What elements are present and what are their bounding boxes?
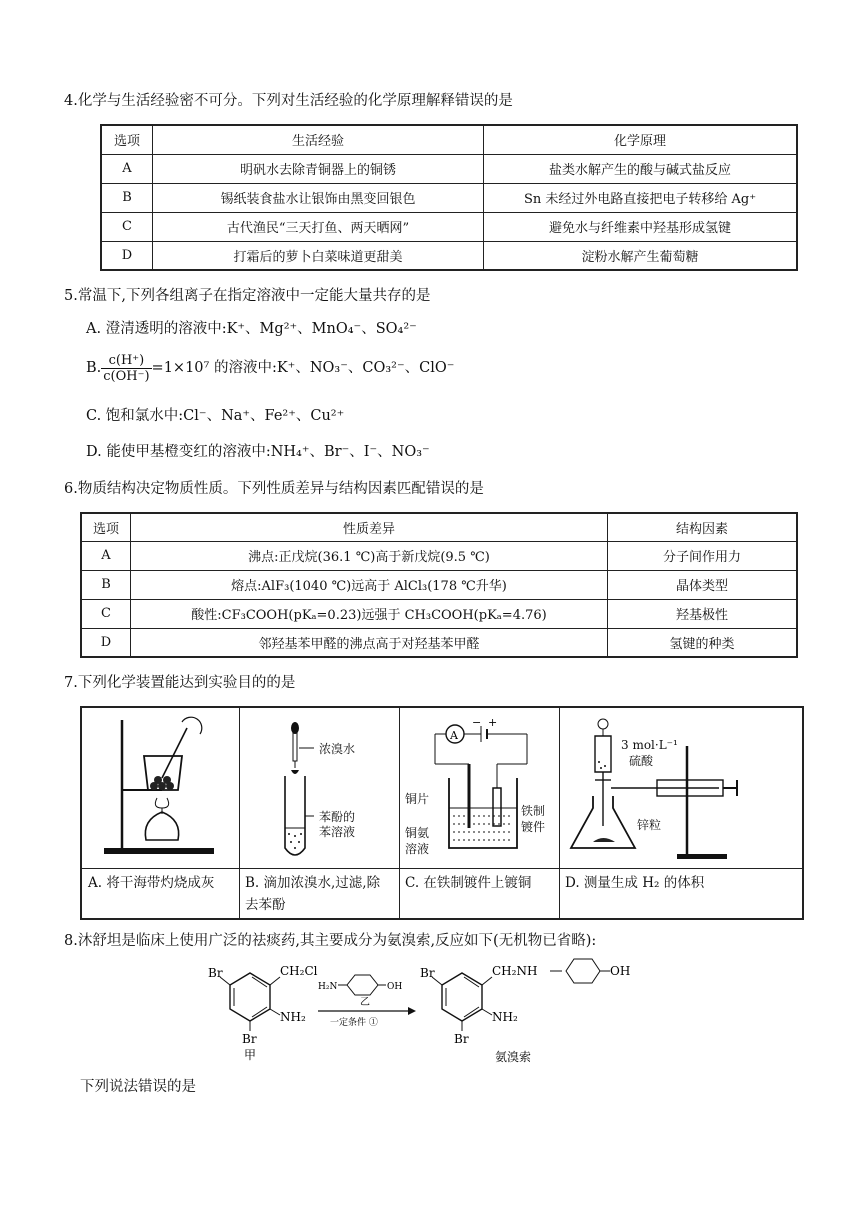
reactant-ch2cl: CH₂Cl (280, 964, 318, 978)
q5-option-b-prefix: B. (86, 360, 102, 376)
zinc-granules-label: 锌粒 (637, 818, 662, 832)
apparatus-d-caption: D. 测量生成 H₂ 的体积 (559, 868, 802, 918)
product-cyclohexane-ring (566, 959, 600, 983)
gas-volume-apparatus-icon (559, 708, 802, 868)
reagent-label: 乙 (360, 997, 370, 1008)
q7-stem: 7.下列化学装置能达到实验目的的是 (64, 675, 296, 691)
reagent-nh2: H₂N (318, 982, 338, 992)
q6-cell: 氢键的种类 (608, 628, 798, 657)
q6-cell: C (81, 599, 131, 628)
q4-cell: 古代渔民“三天打鱼、两天晒网” (153, 212, 484, 241)
fraction-denominator: c(OH⁻) (103, 368, 150, 384)
bromine-water-label: 浓溴水 (319, 742, 356, 756)
reactant-br-bottom: Br (242, 1032, 257, 1046)
q6-table (80, 512, 798, 658)
reaction-condition: 一定条件 ① (330, 1018, 378, 1028)
product-br-bottom: Br (454, 1032, 469, 1046)
ashing-apparatus-icon (82, 708, 239, 868)
copper-plate-label: 铜片 (405, 792, 430, 806)
q4-cell: C (101, 212, 153, 241)
q5-option-b (86, 352, 454, 384)
copper-ammonia-label-2: 溶液 (405, 842, 430, 856)
table-row (81, 541, 797, 570)
q4-cell: 盐类水解产生的酸与碱式盐反应 (484, 154, 798, 183)
q5-stem: 5.常温下,下列各组离子在指定溶液中一定能大量共存的是 (64, 288, 431, 304)
q4-cell: A (101, 154, 153, 183)
q6-cell: 酸性:CF₃COOH(pKₐ=0.23)远强于 CH₃COOH(pKₐ=4.76) (131, 599, 608, 628)
product-ch2nh: CH₂NH (492, 964, 538, 978)
q8-stem: 8.沐舒坦是临床上使用广泛的祛痰药,其主要成分为氨溴索,反应如下(无机物已省略): (64, 933, 597, 949)
q6-cell: 沸点:正戊烷(36.1 ℃)高于新戊烷(9.5 ℃) (131, 541, 608, 570)
svg-text:+: + (488, 716, 498, 729)
reagent-cyclohexane-ring (347, 975, 378, 995)
phenol-solution-label-1: 苯酚的 (319, 810, 356, 824)
q6-cell: B (81, 570, 131, 599)
product-label: 氨溴索 (495, 1050, 532, 1064)
q6-header-property: 性质差异 (131, 513, 608, 541)
product-br-top: Br (420, 966, 435, 980)
q5-option-c: C. 饱和氯水中:Cl⁻、Na⁺、Fe²⁺、Cu²⁺ (86, 408, 345, 424)
q4-header-principle: 化学原理 (484, 125, 798, 154)
q6-cell: D (81, 628, 131, 657)
reactant-br-top: Br (208, 966, 223, 980)
reagent-oh: OH (387, 982, 403, 992)
q6-header-option: 选项 (81, 513, 131, 541)
q4-cell: 淀粉水解产生葡萄糖 (484, 241, 798, 270)
q5-fraction (101, 353, 151, 384)
reaction-scheme (190, 955, 670, 1065)
q4-cell: 锡纸装食盐水让银饰由黑变回银色 (153, 183, 484, 212)
table-row (101, 241, 797, 270)
fraction-numerator: c(H⁺) (101, 353, 151, 369)
product-oh: OH (610, 964, 631, 978)
q4-header-option: 选项 (101, 125, 153, 154)
q5-option-d: D. 能使甲基橙变红的溶液中:NH₄⁺、Br⁻、I⁻、NO₃⁻ (86, 444, 430, 460)
table-row (101, 154, 797, 183)
q8-follow: 下列说法错误的是 (80, 1079, 196, 1095)
q4-cell: D (101, 241, 153, 270)
apparatus-b-caption: B. 滴加浓溴水,过滤,除去苯酚 (239, 868, 399, 918)
iron-part-label-2: 镀件 (521, 820, 546, 834)
reactant-nh2: NH₂ (280, 1010, 306, 1024)
product-nh2: NH₂ (492, 1010, 518, 1024)
q5-option-a: A. 澄清透明的溶液中:K⁺、Mg²⁺、MnO₄⁻、SO₄²⁻ (86, 321, 417, 337)
q6-cell: 羟基极性 (608, 599, 798, 628)
apparatus-a-caption: A. 将干海带灼烧成灰 (82, 868, 239, 918)
q4-stem: 4.化学与生活经验密不可分。下列对生活经验的化学原理解释错误的是 (64, 93, 513, 109)
table-row (81, 570, 797, 599)
q6-cell: 晶体类型 (608, 570, 798, 599)
q4-cell: 明矾水去除青铜器上的铜锈 (153, 154, 484, 183)
reactant-benzene-ring (230, 973, 270, 1021)
q4-cell: 避免水与纤维素中羟基形成氢键 (484, 212, 798, 241)
ammeter-text: A (450, 729, 458, 742)
apparatus-a (82, 708, 240, 918)
apparatus-d (559, 708, 802, 918)
test-tube-dropper-icon (239, 708, 399, 868)
q4-cell: Sn 未经过外电路直接把电子转移给 Ag⁺ (484, 183, 798, 212)
q6-cell: A (81, 541, 131, 570)
phenol-solution-label-2: 苯溶液 (319, 825, 356, 839)
table-row (81, 599, 797, 628)
iron-part-label-1: 铁制 (521, 804, 546, 818)
table-row (81, 628, 797, 657)
q6-header-factor: 结构因素 (608, 513, 798, 541)
q4-header-experience: 生活经验 (153, 125, 484, 154)
acid-concentration-label: 3 mol·L⁻¹ (621, 738, 678, 752)
sulfuric-acid-label: 硫酸 (629, 754, 654, 768)
table-row (101, 183, 797, 212)
q4-table (100, 124, 798, 271)
apparatus-c-caption: C. 在铁制镀件上镀铜 (399, 868, 559, 918)
apparatus-b (239, 708, 400, 918)
q7-apparatus-grid (80, 706, 804, 920)
q4-cell: 打霜后的萝卜白菜味道更甜美 (153, 241, 484, 270)
apparatus-c (399, 708, 560, 918)
q6-stem: 6.物质结构决定物质性质。下列性质差异与结构因素匹配错误的是 (64, 481, 484, 497)
q6-cell: 熔点:AlF₃(1040 ℃)远高于 AlCl₃(178 ℃升华) (131, 570, 608, 599)
copper-ammonia-label-1: 铜氨 (405, 826, 430, 840)
q5-option-b-rest: =1×10⁷ 的溶液中:K⁺、NO₃⁻、CO₃²⁻、ClO⁻ (151, 360, 455, 376)
q6-cell: 分子间作用力 (608, 541, 798, 570)
table-row (101, 212, 797, 241)
reactant-label: 甲 (244, 1048, 257, 1062)
q4-cell: B (101, 183, 153, 212)
svg-text:−: − (472, 716, 482, 729)
q6-cell: 邻羟基苯甲醛的沸点高于对羟基苯甲醛 (131, 628, 608, 657)
product-benzene-ring (442, 973, 482, 1021)
